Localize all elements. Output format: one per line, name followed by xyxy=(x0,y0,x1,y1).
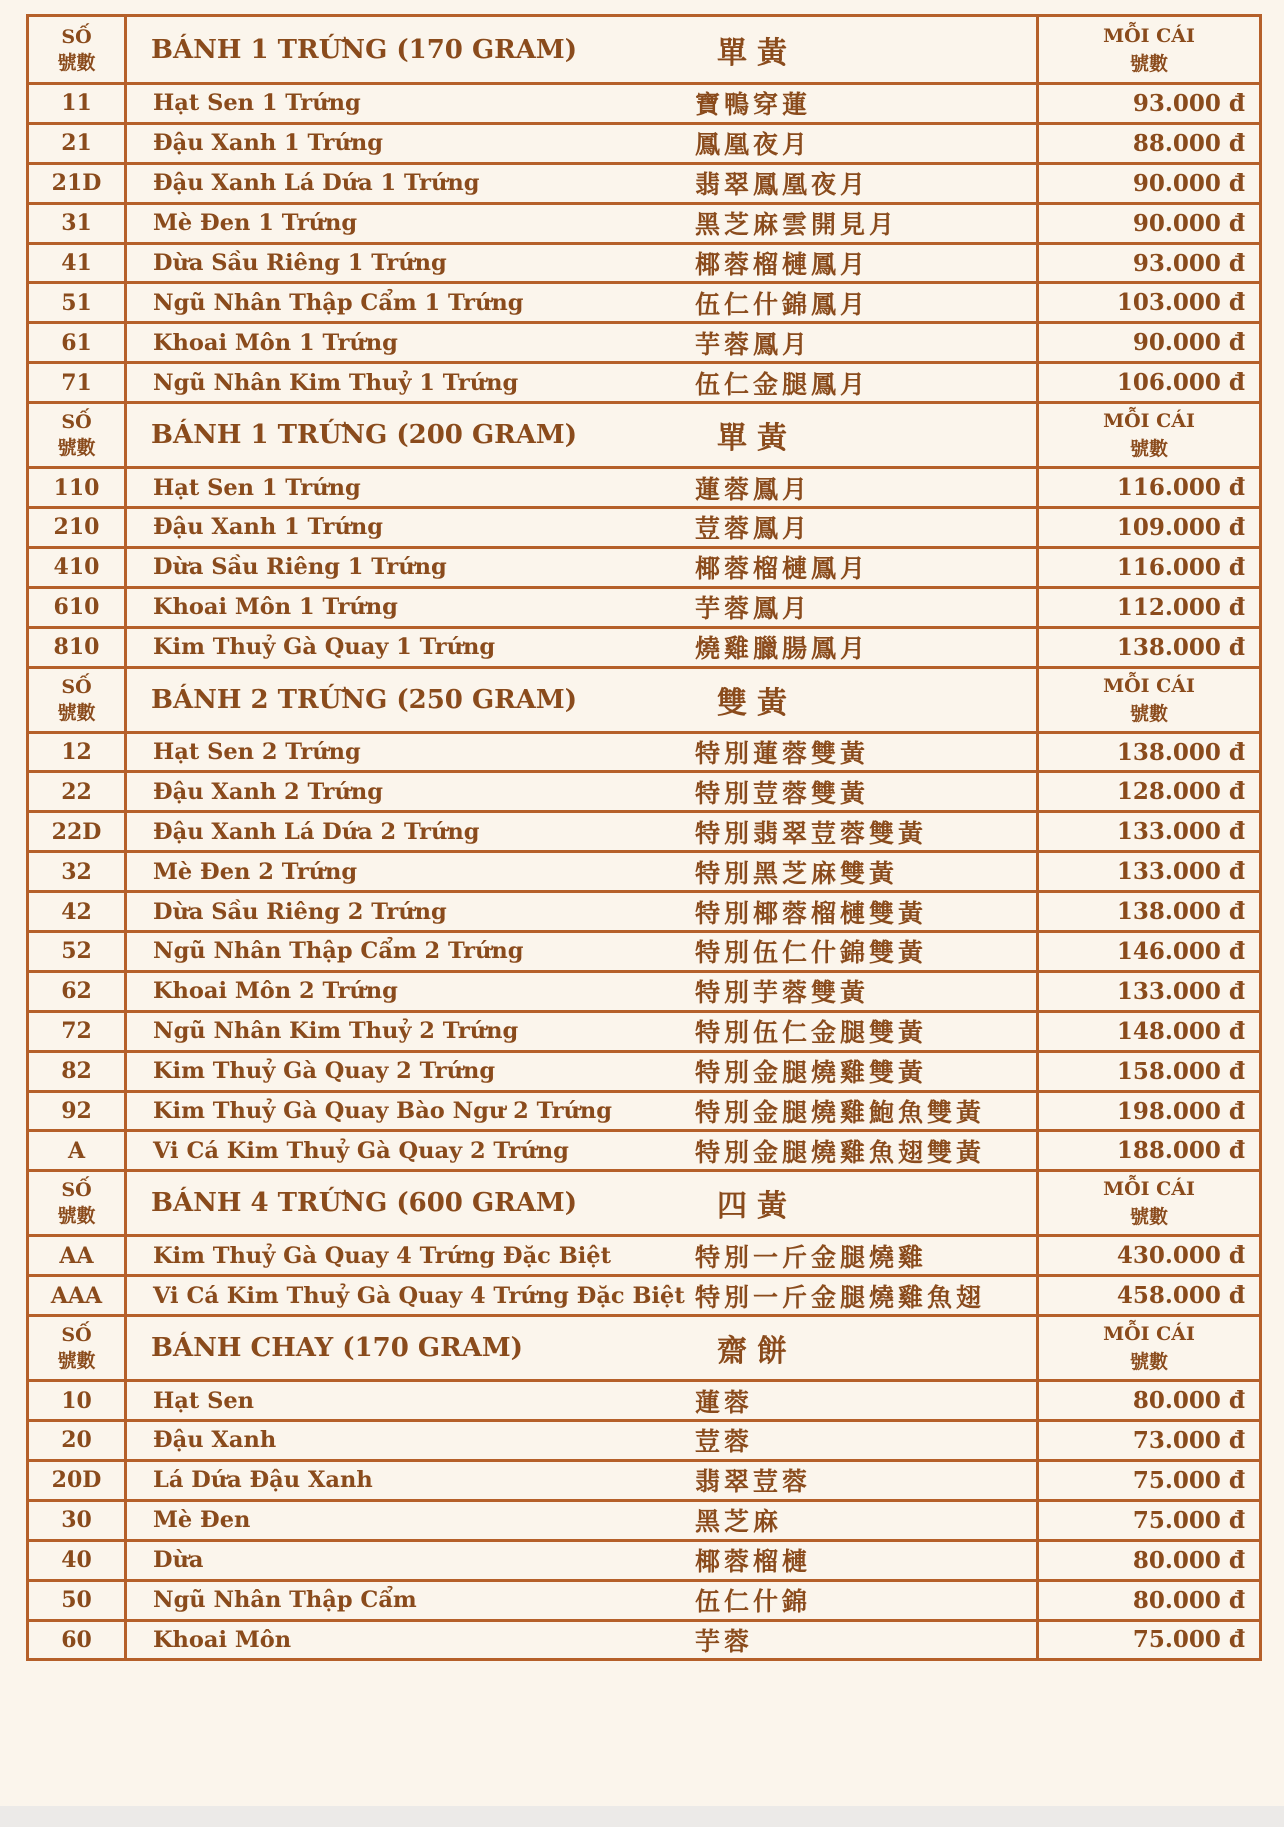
item-code: 52 xyxy=(29,933,127,970)
item-price: 138.000 đ xyxy=(1116,898,1245,926)
item-name: Dừa Sầu Riêng 1 Trứng xyxy=(153,250,447,276)
code-header xyxy=(57,24,95,76)
table-row xyxy=(29,731,1259,771)
item-name: Kim Thuỷ Gà Quay Bào Ngư 2 Trứng xyxy=(153,1098,613,1125)
code-label-cn: 號數 xyxy=(57,701,96,724)
item-name-cell xyxy=(127,973,1039,1010)
item-code: 20 xyxy=(29,1422,127,1459)
price-label: MỖI CÁI xyxy=(1103,410,1195,433)
item-name-cn: 椰蓉榴槤鳳月 xyxy=(695,554,870,584)
item-name: Đậu Xanh 1 Trứng xyxy=(153,514,383,541)
item-name: Ngũ Nhân Thập Cẩm 1 Trứng xyxy=(153,289,524,316)
item-name-cn: 蓮蓉 xyxy=(695,1387,754,1417)
price-label-cn: 號數 xyxy=(1129,438,1168,461)
table-row xyxy=(29,1274,1259,1314)
price-header-cell xyxy=(1039,1172,1259,1234)
table-row xyxy=(29,122,1259,162)
section-title-cell xyxy=(127,404,1039,466)
item-name-cn: 芋蓉 xyxy=(695,1626,754,1656)
item-price: 88.000 đ xyxy=(1132,129,1245,157)
code-label: SỐ xyxy=(61,675,92,698)
item-price: 80.000 đ xyxy=(1132,1546,1245,1574)
item-name-cn: 特別金腿燒雞魚翅雙黃 xyxy=(695,1137,986,1167)
section-title: BÁNH CHAY (170 GRAM) xyxy=(151,1333,523,1364)
item-name-cell xyxy=(127,1422,1039,1459)
table-row xyxy=(29,242,1259,282)
table-row xyxy=(29,890,1259,930)
table-row xyxy=(29,810,1259,850)
item-code: 21D xyxy=(29,165,127,202)
section-title: BÁNH 1 TRỨNG (200 GRAM) xyxy=(151,420,578,451)
price-label: MỖI CÁI xyxy=(1103,674,1195,697)
item-price: 75.000 đ xyxy=(1132,1466,1245,1494)
item-code: 41 xyxy=(29,245,127,282)
item-code: AA xyxy=(29,1237,127,1274)
code-label-cn: 號數 xyxy=(57,437,96,460)
section-title-cell xyxy=(127,669,1039,731)
code-label-cn: 號數 xyxy=(57,51,96,74)
table-row xyxy=(29,321,1259,361)
item-name-cn: 燒雞臘腸鳳月 xyxy=(695,634,870,664)
price-label: MỖI CÁI xyxy=(1103,24,1195,47)
price-header xyxy=(1103,407,1195,463)
price-header-cell xyxy=(1039,669,1259,731)
item-name: Mè Đen xyxy=(153,1507,251,1534)
item-name-cn: 椰蓉榴槤 xyxy=(695,1547,812,1577)
item-price: 106.000 đ xyxy=(1116,369,1245,397)
table-row xyxy=(29,202,1259,242)
table-row xyxy=(29,930,1259,970)
item-name: Kim Thuỷ Gà Quay 4 Trứng Đặc Biệt xyxy=(153,1242,611,1269)
item-name: Đậu Xanh Lá Dứa 2 Trứng xyxy=(153,818,480,845)
item-name-cn: 鳳凰夜月 xyxy=(695,130,812,160)
section-title: BÁNH 4 TRỨNG (600 GRAM) xyxy=(151,1188,578,1219)
price-label: MỖI CÁI xyxy=(1103,1323,1195,1346)
item-code: 10 xyxy=(29,1382,127,1419)
item-name-cn: 翡翠荳蓉 xyxy=(695,1467,812,1497)
item-code: 610 xyxy=(29,589,127,626)
item-name-cell xyxy=(127,509,1039,546)
item-name-cell xyxy=(127,1622,1039,1659)
section-header xyxy=(29,1314,1259,1379)
item-name-cell xyxy=(127,245,1039,282)
code-header xyxy=(57,1322,95,1374)
item-name-cn: 伍仁什錦鳳月 xyxy=(695,289,870,319)
item-price: 80.000 đ xyxy=(1132,1387,1245,1415)
code-label: SỐ xyxy=(61,25,92,48)
item-price: 133.000 đ xyxy=(1116,977,1245,1005)
price-header xyxy=(1103,1320,1195,1376)
item-name-cn: 伍仁什錦 xyxy=(695,1587,812,1617)
item-name: Ngũ Nhân Thập Cẩm 2 Trứng xyxy=(153,938,524,965)
price-label: MỖI CÁI xyxy=(1103,1178,1195,1201)
table-row xyxy=(29,1459,1259,1499)
item-name-cn: 特別蓮蓉雙黃 xyxy=(695,739,870,769)
item-name: Mè Đen 2 Trứng xyxy=(153,858,358,885)
item-name-cell xyxy=(127,629,1039,666)
item-code: 22 xyxy=(29,773,127,810)
table-row xyxy=(29,626,1259,666)
item-name-cell xyxy=(127,1462,1039,1499)
item-price: 458.000 đ xyxy=(1116,1282,1245,1310)
table-row xyxy=(29,1419,1259,1459)
item-name: Hạt Sen 1 Trứng xyxy=(153,474,361,501)
item-name: Hạt Sen xyxy=(153,1387,254,1414)
item-name-cell xyxy=(127,1582,1039,1619)
section-header xyxy=(29,401,1259,466)
item-name-cell xyxy=(127,549,1039,586)
price-header-cell xyxy=(1039,17,1259,82)
item-name-cell xyxy=(127,125,1039,162)
price-label-cn: 號數 xyxy=(1129,1351,1168,1374)
item-code: 82 xyxy=(29,1053,127,1090)
item-name-cn: 特別伍仁什錦雙黃 xyxy=(695,938,928,968)
item-price: 146.000 đ xyxy=(1116,937,1245,965)
price-header-cell xyxy=(1039,1317,1259,1379)
item-code: 20D xyxy=(29,1462,127,1499)
item-code: 51 xyxy=(29,284,127,321)
item-code: 62 xyxy=(29,973,127,1010)
item-name-cell xyxy=(127,1132,1039,1169)
table-row xyxy=(29,1050,1259,1090)
code-header-cell xyxy=(29,404,127,466)
item-name-cell xyxy=(127,469,1039,506)
item-code: 12 xyxy=(29,734,127,771)
item-name: Vi Cá Kim Thuỷ Gà Quay 2 Trứng xyxy=(153,1137,569,1164)
item-name-cn: 伍仁金腿鳳月 xyxy=(695,369,870,399)
table-row xyxy=(29,1379,1259,1419)
table-row xyxy=(29,361,1259,401)
section-title-cn: 齋餅 xyxy=(717,1334,797,1370)
item-name: Ngũ Nhân Thập Cẩm xyxy=(153,1587,417,1614)
item-name-cell xyxy=(127,165,1039,202)
item-price: 103.000 đ xyxy=(1116,289,1245,317)
code-header-cell xyxy=(29,1317,127,1379)
section-title: BÁNH 2 TRỨNG (250 GRAM) xyxy=(151,684,578,715)
section-title-cell xyxy=(127,1317,1039,1379)
item-name: Hạt Sen 2 Trứng xyxy=(153,739,361,766)
item-price: 93.000 đ xyxy=(1132,89,1245,117)
section-title-cell xyxy=(127,17,1039,82)
item-name: Đậu Xanh 1 Trứng xyxy=(153,130,383,157)
item-name-cn: 翡翠鳳凰夜月 xyxy=(695,170,870,200)
table-row xyxy=(29,1539,1259,1579)
section-header xyxy=(29,666,1259,731)
table-row xyxy=(29,1010,1259,1050)
item-name-cn: 特別椰蓉榴槤雙黃 xyxy=(695,898,928,928)
table-row xyxy=(29,162,1259,202)
item-code: 42 xyxy=(29,893,127,930)
item-name-cn: 特別伍仁金腿雙黃 xyxy=(695,1018,928,1048)
item-name-cell xyxy=(127,1053,1039,1090)
item-code: 810 xyxy=(29,629,127,666)
code-header-cell xyxy=(29,17,127,82)
item-name-cell xyxy=(127,364,1039,401)
table-row xyxy=(29,1129,1259,1169)
item-code: 22D xyxy=(29,813,127,850)
bottom-bar xyxy=(0,1806,1284,1827)
code-label: SỐ xyxy=(61,1324,92,1347)
code-label-cn: 號數 xyxy=(57,1350,96,1373)
item-name: Mè Đen 1 Trứng xyxy=(153,210,358,237)
item-price: 116.000 đ xyxy=(1116,553,1245,581)
item-name: Khoai Môn 1 Trứng xyxy=(153,329,398,356)
item-price: 133.000 đ xyxy=(1116,818,1245,846)
item-name-cell xyxy=(127,1013,1039,1050)
price-header xyxy=(1103,22,1195,78)
price-table xyxy=(26,14,1262,1661)
item-name-cn: 荳蓉鳳月 xyxy=(695,514,812,544)
item-name: Dừa xyxy=(153,1547,204,1574)
item-code: AAA xyxy=(29,1277,127,1314)
item-price: 90.000 đ xyxy=(1132,169,1245,197)
section-title-cn: 單黃 xyxy=(717,35,797,71)
section-header xyxy=(29,17,1259,82)
table-row xyxy=(29,466,1259,506)
table-row xyxy=(29,546,1259,586)
item-name: Đậu Xanh xyxy=(153,1427,277,1454)
item-code: A xyxy=(29,1132,127,1169)
item-name-cn: 特別黑芝麻雙黃 xyxy=(695,858,899,888)
item-name: Đậu Xanh 2 Trứng xyxy=(153,778,383,805)
item-price: 112.000 đ xyxy=(1116,593,1245,621)
item-name-cell xyxy=(127,813,1039,850)
item-price: 430.000 đ xyxy=(1116,1242,1245,1270)
item-price: 188.000 đ xyxy=(1116,1137,1245,1165)
item-name: Dừa Sầu Riêng 2 Trứng xyxy=(153,898,447,925)
price-header xyxy=(1103,1175,1195,1231)
table-row xyxy=(29,1619,1259,1659)
item-price: 93.000 đ xyxy=(1132,249,1245,277)
item-code: 60 xyxy=(29,1622,127,1659)
price-label-cn: 號數 xyxy=(1129,1206,1168,1229)
table-row xyxy=(29,281,1259,321)
item-name: Khoai Môn xyxy=(153,1626,292,1653)
item-name-cell xyxy=(127,324,1039,361)
table-row xyxy=(29,1234,1259,1274)
code-header-cell xyxy=(29,669,127,731)
code-label: SỐ xyxy=(61,1179,92,1202)
item-name-cell xyxy=(127,1502,1039,1539)
item-name-cell xyxy=(127,205,1039,242)
table-row xyxy=(29,1499,1259,1539)
item-name: Kim Thuỷ Gà Quay 1 Trứng xyxy=(153,634,496,661)
item-name-cell xyxy=(127,284,1039,321)
item-name: Ngũ Nhân Kim Thuỷ 1 Trứng xyxy=(153,369,519,396)
code-label-cn: 號數 xyxy=(57,1205,96,1228)
table-row xyxy=(29,1090,1259,1130)
item-name-cn: 特別一斤金腿燒雞魚翅 xyxy=(695,1282,986,1312)
code-header xyxy=(57,674,95,726)
item-price: 158.000 đ xyxy=(1116,1057,1245,1085)
table-row xyxy=(29,506,1259,546)
item-code: 32 xyxy=(29,853,127,890)
item-name-cn: 特別芋蓉雙黃 xyxy=(695,978,870,1008)
item-name-cell xyxy=(127,1542,1039,1579)
item-price: 75.000 đ xyxy=(1132,1626,1245,1654)
item-price: 90.000 đ xyxy=(1132,209,1245,237)
item-name-cell xyxy=(127,933,1039,970)
item-code: 30 xyxy=(29,1502,127,1539)
price-label-cn: 號數 xyxy=(1129,702,1168,725)
item-price: 198.000 đ xyxy=(1116,1097,1245,1125)
item-name-cell xyxy=(127,893,1039,930)
item-name-cn: 特別荳蓉雙黃 xyxy=(695,778,870,808)
item-name-cell xyxy=(127,1277,1039,1314)
item-name-cn: 黑芝麻雲開見月 xyxy=(695,210,899,240)
item-name-cn: 特別一斤金腿燒雞 xyxy=(695,1242,928,1272)
item-code: 11 xyxy=(29,85,127,122)
item-code: 50 xyxy=(29,1582,127,1619)
price-header xyxy=(1103,672,1195,728)
code-header xyxy=(57,1177,95,1229)
table-row xyxy=(29,970,1259,1010)
item-name-cell xyxy=(127,1237,1039,1274)
item-name: Vi Cá Kim Thuỷ Gà Quay 4 Trứng Đặc Biệt xyxy=(153,1282,685,1309)
section-title-cn: 雙黃 xyxy=(717,685,797,721)
table-row xyxy=(29,850,1259,890)
section-title-cell xyxy=(127,1172,1039,1234)
item-code: 92 xyxy=(29,1093,127,1130)
item-name-cn: 芋蓉鳳月 xyxy=(695,329,812,359)
item-name-cn: 特別翡翠荳蓉雙黃 xyxy=(695,818,928,848)
section-title-cn: 單黃 xyxy=(717,421,797,457)
price-label-cn: 號數 xyxy=(1129,52,1168,75)
code-header xyxy=(57,409,95,461)
item-code: 71 xyxy=(29,364,127,401)
code-header-cell xyxy=(29,1172,127,1234)
item-code: 410 xyxy=(29,549,127,586)
item-price: 138.000 đ xyxy=(1116,738,1245,766)
item-price: 138.000 đ xyxy=(1116,633,1245,661)
item-name: Ngũ Nhân Kim Thuỷ 2 Trứng xyxy=(153,1018,519,1045)
item-code: 40 xyxy=(29,1542,127,1579)
item-name: Đậu Xanh Lá Dứa 1 Trứng xyxy=(153,170,480,197)
item-price: 90.000 đ xyxy=(1132,329,1245,357)
section-title-cn: 四黃 xyxy=(717,1189,797,1225)
item-name-cell xyxy=(127,853,1039,890)
item-code: 72 xyxy=(29,1013,127,1050)
item-name: Hạt Sen 1 Trứng xyxy=(153,90,361,117)
item-code: 210 xyxy=(29,509,127,546)
item-name-cn: 荳蓉 xyxy=(695,1427,754,1457)
item-name-cn: 椰蓉榴槤鳳月 xyxy=(695,250,870,279)
table-row xyxy=(29,1579,1259,1619)
item-name: Lá Dứa Đậu Xanh xyxy=(153,1467,373,1494)
item-name: Khoai Môn 1 Trứng xyxy=(153,594,398,621)
item-name-cn: 寶鴨穿蓮 xyxy=(695,90,812,120)
item-price: 75.000 đ xyxy=(1132,1506,1245,1534)
item-name-cell xyxy=(127,1382,1039,1419)
item-name-cn: 特別金腿燒雞鮑魚雙黃 xyxy=(695,1098,986,1128)
item-name-cell xyxy=(127,734,1039,771)
item-price: 116.000 đ xyxy=(1116,474,1245,502)
item-name: Kim Thuỷ Gà Quay 2 Trứng xyxy=(153,1058,496,1085)
item-name: Khoai Môn 2 Trứng xyxy=(153,978,398,1005)
item-price: 133.000 đ xyxy=(1116,858,1245,886)
item-name-cell xyxy=(127,589,1039,626)
item-name-cell xyxy=(127,773,1039,810)
item-code: 21 xyxy=(29,125,127,162)
item-name-cn: 芋蓉鳳月 xyxy=(695,594,812,624)
table-row xyxy=(29,82,1259,122)
code-label: SỐ xyxy=(61,411,92,434)
item-price: 80.000 đ xyxy=(1132,1586,1245,1614)
item-code: 110 xyxy=(29,469,127,506)
table-row xyxy=(29,770,1259,810)
item-name-cn: 特別金腿燒雞雙黃 xyxy=(695,1058,928,1088)
table-row xyxy=(29,586,1259,626)
section-title: BÁNH 1 TRỨNG (170 GRAM) xyxy=(151,34,578,65)
item-price: 148.000 đ xyxy=(1116,1017,1245,1045)
item-price: 128.000 đ xyxy=(1116,778,1245,806)
item-price: 109.000 đ xyxy=(1116,513,1245,541)
item-name-cn: 黑芝麻 xyxy=(695,1507,783,1537)
item-name-cell xyxy=(127,1093,1039,1130)
item-name: Dừa Sầu Riêng 1 Trứng xyxy=(153,554,447,581)
section-header xyxy=(29,1169,1259,1234)
item-name-cell xyxy=(127,85,1039,122)
item-name-cn: 蓮蓉鳳月 xyxy=(695,474,812,504)
price-header-cell xyxy=(1039,404,1259,466)
item-code: 61 xyxy=(29,324,127,361)
item-price: 73.000 đ xyxy=(1132,1426,1245,1454)
item-code: 31 xyxy=(29,205,127,242)
